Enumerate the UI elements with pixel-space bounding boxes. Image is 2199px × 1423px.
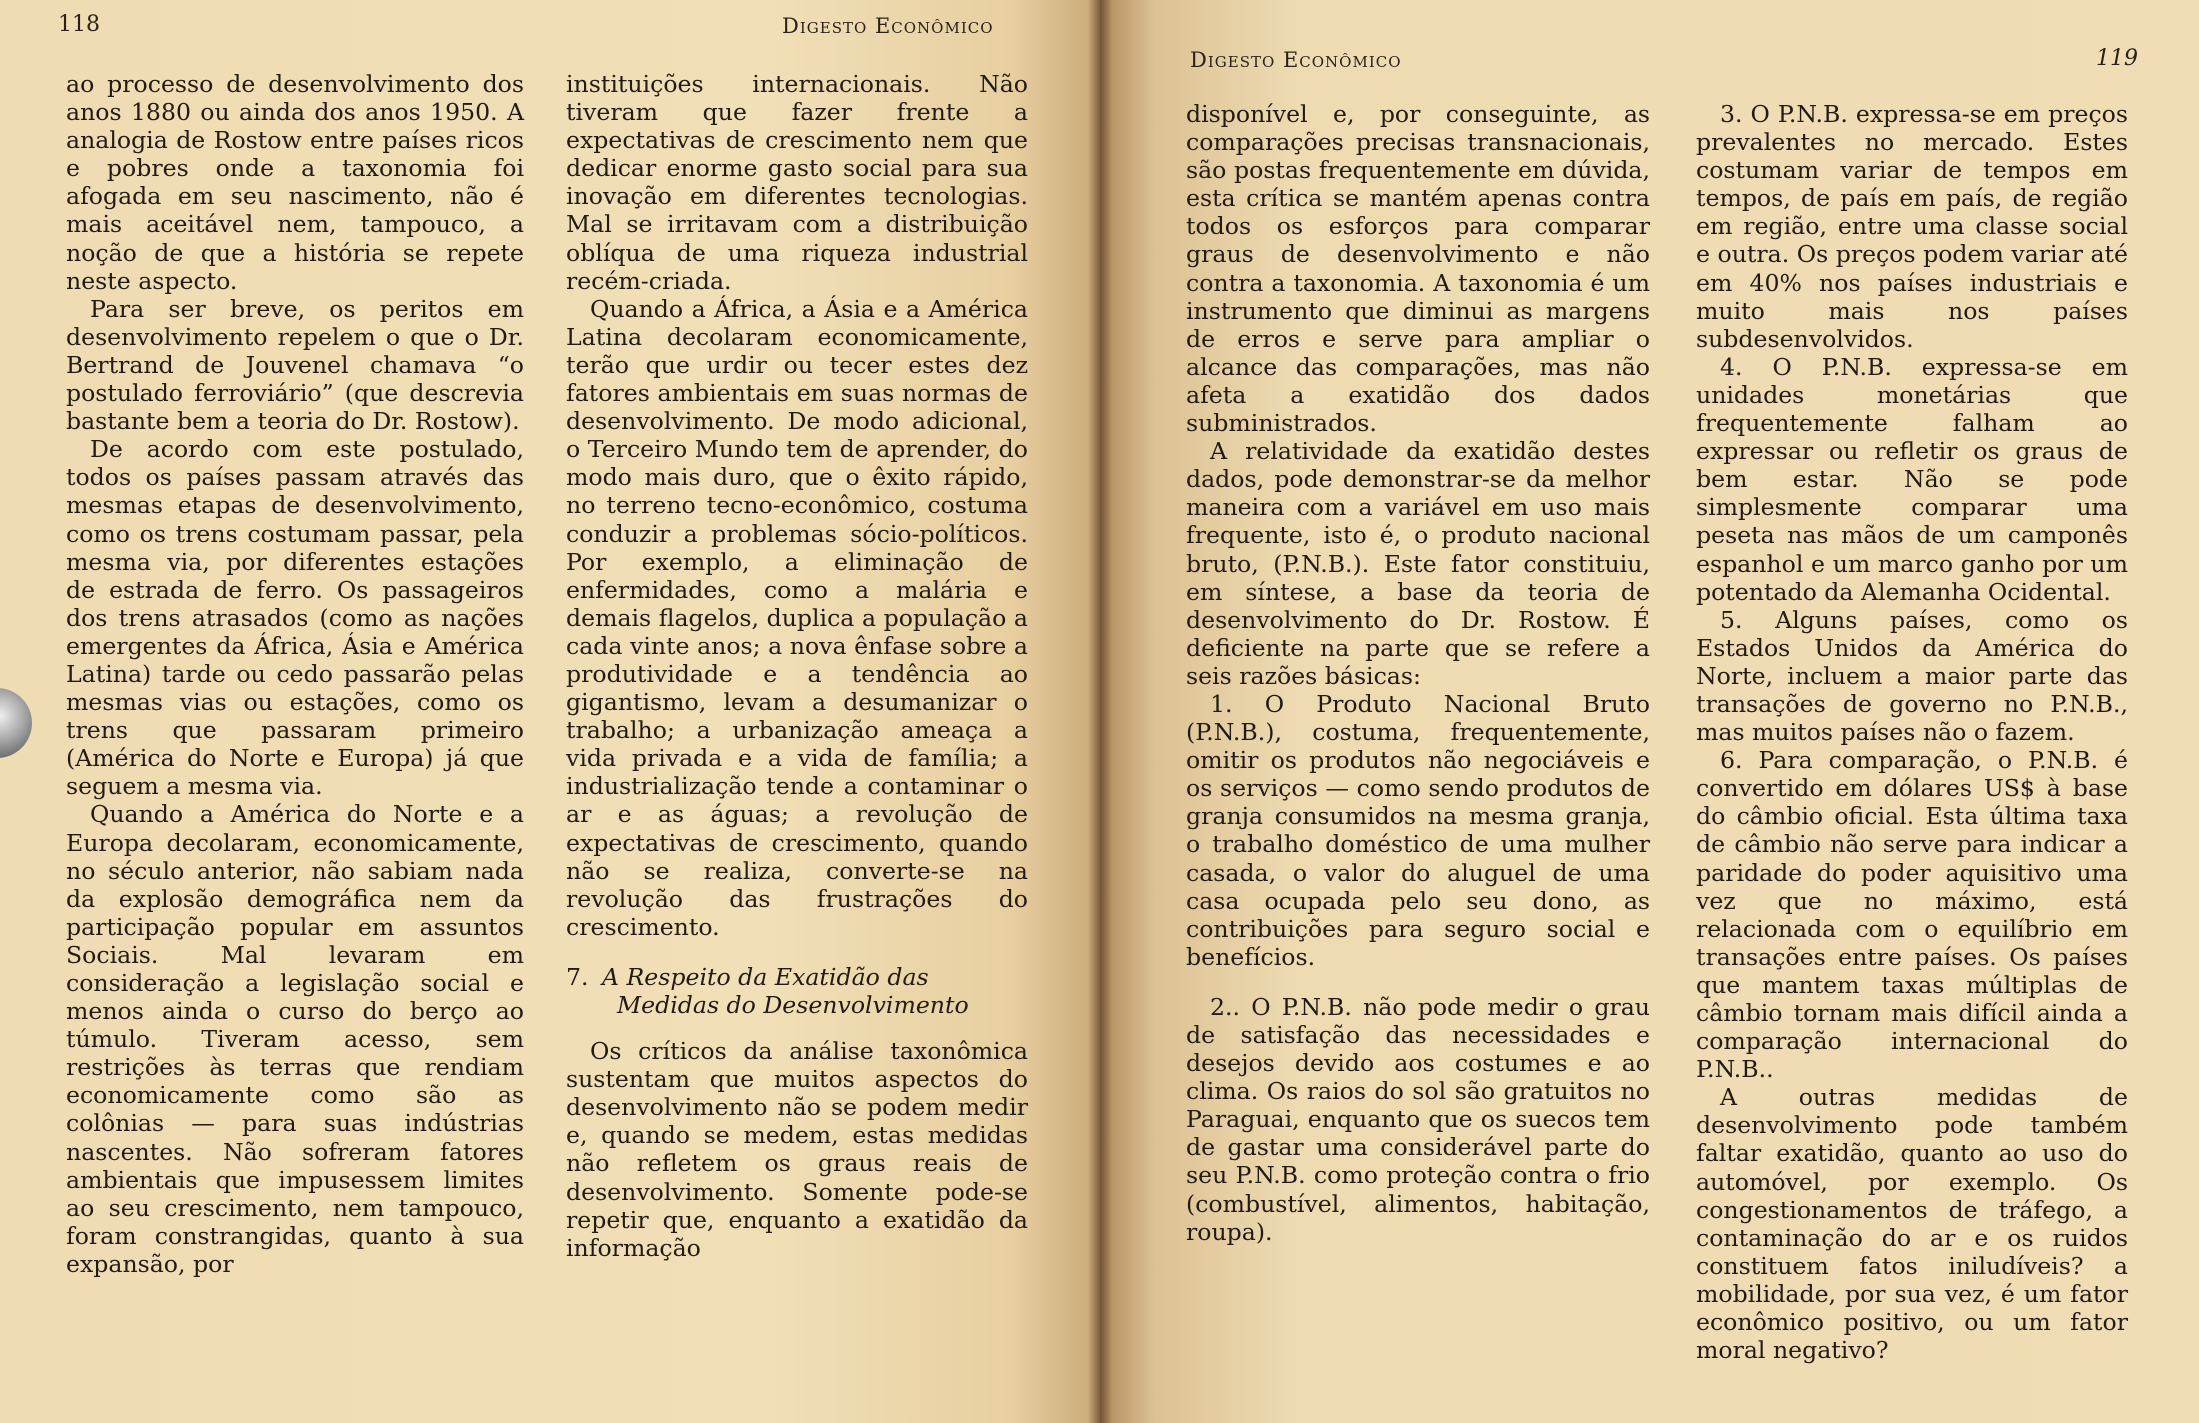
paragraph: 1. O Produto Nacional Bruto (P.N.B.), costuma, frequentemente, omitir os produtos não negociáveis e os serviços — como sendo produtos de granja consumidos na mesma granja, o trabalho doméstico de uma mulher casada, o valor do aluguel de uma casa ocupada pelo seu dono, as contribuições para seguro social e benefícios.	[1186, 689, 1650, 971]
binder-clip-icon	[0, 688, 32, 758]
paragraph: 4. O P.N.B. expressa-se em unidades monetárias que frequentemente falham ao expressar ou refletir os graus de bem estar. Não se pode simplesmente comparar uma peseta nas mãos de um camponês espanhol e um marco ganho por um potentado da Alemanha Ocidental.	[1696, 352, 2128, 606]
paragraph: disponível e, por conseguinte, as comparações precisas transnacionais, são postas frequentemente em dúvida, esta crítica se mantém apenas contra todos os esforços para comparar graus de desenvolvimento e não contra a taxonomia. A taxonomia é um instrumento que diminui as margens de erros e serve para ampliar o alcance das comparações, mas não afeta a exatidão dos dados subministrados.	[1186, 100, 1650, 438]
paragraph: 2.. O P.N.B. não pode medir o grau de satisfação das necessidades e desejos devido aos costumes e ao clima. Os raios do sol são gratuitos no Paraguai, enquanto que os suecos tem de gastar uma considerável parte do seu P.N.B. como proteção contra o frio (combustível, alimentos, habitação, roupa).	[1186, 992, 1650, 1246]
left-column-1	[66, 70, 524, 1278]
paragraph: Os críticos da análise taxonômica sustentam que muitos aspectos do desenvolvimento não se podem medir e, quando se medem, estas medidas não refletem os graus reais de desenvolvimento. Somente pode-se repetir que, enquanto a exatidão da informação	[566, 1037, 1028, 1262]
section-title-line-1: A Respeito da Exatidão das	[602, 962, 929, 991]
paragraph: 3. O P.N.B. expressa-se em preços prevalentes no mercado. Estes costumam variar de tempos em tempos, de país em país, de região em região, entre uma classe social e outra. Os preços podem variar até em 40% nos países industriais e muito mais nos países subdesenvolvidos.	[1696, 100, 2128, 353]
section-heading	[566, 963, 1028, 1019]
section-title-line-2: Medidas do Desenvolvimento	[617, 991, 969, 1019]
paragraph: A outras medidas de desenvolvimento pode também faltar exatidão, quanto ao uso do automóvel, por exemplo. Os congestionamentos de tráfego, a contaminação do ar e os ruidos constituem fatos iniludíveis? a mobilidade, por sua vez, é um fator econômico positivo, ou um fator moral negativo?	[1696, 1083, 2128, 1365]
paragraph: instituições internacionais. Não tiveram que fazer frente a expectativas de crescimento nem que dedicar enorme gasto social para sua inovação em diferentes tecnologias. Mal se irritavam com a distribuição oblíqua de uma riqueza industrial recém-criada.	[566, 70, 1028, 295]
book-gutter	[1088, 0, 1112, 1423]
left-column-2	[566, 70, 1028, 1262]
paragraph: Para ser breve, os peritos em desenvolvimento repelem o que o Dr. Bertrand de Jouvenel chamava “o postulado ferroviário” (que descrevia bastante bem a teoria do Dr. Rostow).	[66, 294, 524, 436]
paragraph: De acordo com este postulado, todos os países passam através das mesmas etapas de desenvolvimento, como os trens costumam passar, pela mesma via, por diferentes estações de estrada de ferro. Os passageiros dos trens atrasados (como as nações emergentes da África, Ásia e América Latina) tarde ou cedo passarão pelas mesmas vias ou estações, como os trens que passaram primeiro (América do Norte e Europa) já que seguem a mesma via.	[66, 435, 524, 801]
paragraph: A relatividade da exatidão destes dados, pode demonstrar-se da melhor maneira com a variável em uso mais frequente, isto é, o produto nacional bruto, (P.N.B.). Este fator constituiu, em síntese, a base da teoria de desenvolvimento do Dr. Rostow. É deficiente na parte que se refere a seis razões básicas:	[1186, 437, 1650, 690]
paragraph: Quando a América do Norte e a Europa decolaram, economicamente, no século anterior, não sabiam nada da explosão demográfica nem da participação popular em assuntos Sociais. Mal levaram em consideração a legislação social e menos ainda o curso do berço ao túmulo. Tiveram acesso, sem restrições às terras que rendiam economicamente como são as colônias — para suas indústrias nascentes. Não sofreram fatores ambientais que impusessem limites ao seu crescimento, nem tampouco, foram constrangidas, quanto à sua expansão, por	[66, 800, 524, 1278]
running-head-right: Digesto Econômico	[1190, 48, 1402, 72]
page-number-left: 118	[58, 12, 100, 37]
section-number: 7.	[566, 962, 589, 991]
right-column-1	[1186, 100, 1650, 1246]
spacer	[1186, 971, 1650, 993]
right-page	[1100, 0, 2199, 1423]
paragraph: 5. Alguns países, como os Estados Unidos da América do Norte, incluem a maior parte das transações de governo no P.N.B., mas muitos países não o fazem.	[1696, 605, 2128, 747]
right-column-2	[1696, 100, 2128, 1364]
paragraph: 6. Para comparação, o P.N.B. é convertido em dólares US$ à base do câmbio oficial. Esta última taxa de câmbio não serve para indicar a paridade do poder aquisitivo uma vez que no máximo, está relacionada com o equilíbrio em transações entre países. Os países que mantem taxas múltiplas de câmbio tornam mais difícil ainda a comparação internacional do P.N.B..	[1696, 746, 2128, 1084]
running-head-left: Digesto Econômico	[782, 14, 994, 38]
page-number-right: 119	[2096, 46, 2138, 71]
paragraph: Quando a África, a Ásia e a América Latina decolaram economicamente, terão que urdir ou tecer estes dez fatores ambientais em suas normas de desenvolvimento. De modo adicional, o Terceiro Mundo tem de aprender, do modo mais duro, que o êxito rápido, no terreno tecno-econômico, costuma conduzir a problemas sócio-políticos. Por exemplo, a eliminação de enfermidades, como a malária e demais flagelos, duplica a população a cada vinte anos; a nova ênfase sobre a produtividade e a tendência ao gigantismo, levam a desumanizar o trabalho; a urbanização ameaça a vida privada e a vida de família; a industrialização tende a contaminar o ar e as águas; a revolução de expectativas de crescimento, quando não se realiza, converte-se na revolução das frustrações do crescimento.	[566, 294, 1028, 941]
paragraph: ao processo de desenvolvimento dos anos 1880 ou ainda dos anos 1950. A analogia de Rostow entre países ricos e pobres onde a taxonomia foi afogada em seu nascimento, não é mais aceitável nem, tampouco, a noção de que a história se repete neste aspecto.	[66, 70, 524, 295]
